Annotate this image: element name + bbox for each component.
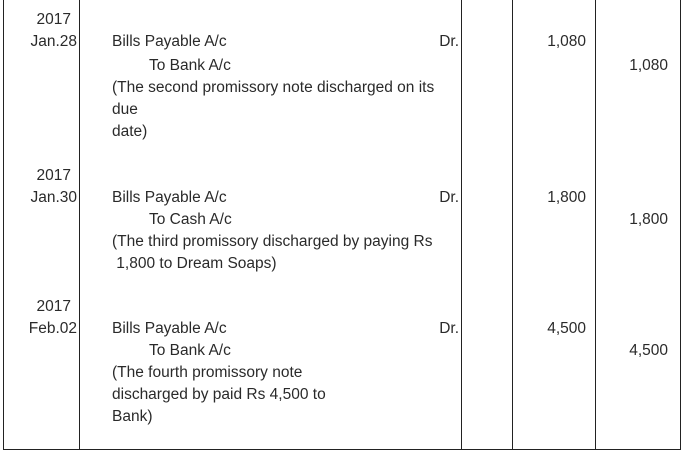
column-divider-lf	[512, 0, 513, 450]
debit-account: Bills Payable A/c	[112, 33, 227, 50]
narration-line: (The second promissory note discharged on its	[112, 79, 435, 96]
narration-line: (The fourth promissory note	[112, 364, 303, 381]
dr-label: Dr.	[439, 33, 459, 50]
table-border-right	[680, 0, 681, 450]
narration-line: 1,800 to Dream Soaps)	[112, 255, 277, 272]
credit-amount: 1,080	[629, 57, 668, 74]
debit-amount: 1,080	[547, 33, 586, 50]
debit-account: Bills Payable A/c	[112, 320, 227, 337]
column-divider-date	[79, 0, 80, 450]
narration-line: due	[112, 101, 138, 118]
entry-year: 2017	[36, 298, 71, 315]
narration-line: discharged by paid Rs 4,500 to	[112, 386, 326, 403]
credit-amount: 1,800	[629, 211, 668, 228]
credit-account: To Bank A/c	[149, 342, 231, 359]
dr-label: Dr.	[439, 320, 459, 337]
column-divider-debit	[595, 0, 596, 450]
credit-account: To Cash A/c	[149, 211, 232, 228]
entry-date: Feb.02	[28, 320, 77, 337]
entry-date: Jan.30	[30, 189, 77, 206]
narration-line: (The third promissory discharged by paying Rs	[112, 233, 433, 250]
table-border-left	[3, 0, 4, 450]
credit-amount: 4,500	[629, 342, 668, 359]
debit-amount: 4,500	[547, 320, 586, 337]
debit-amount: 1,800	[547, 189, 586, 206]
narration-line: date)	[112, 123, 148, 140]
entry-year: 2017	[36, 167, 71, 184]
entry-year: 2017	[36, 11, 71, 28]
dr-label: Dr.	[439, 189, 459, 206]
column-divider-particulars	[461, 0, 462, 450]
credit-account: To Bank A/c	[149, 57, 231, 74]
entry-date: Jan.28	[30, 33, 77, 50]
debit-account: Bills Payable A/c	[112, 189, 227, 206]
table-border-bottom	[3, 449, 680, 450]
narration-line: Bank)	[112, 408, 153, 425]
